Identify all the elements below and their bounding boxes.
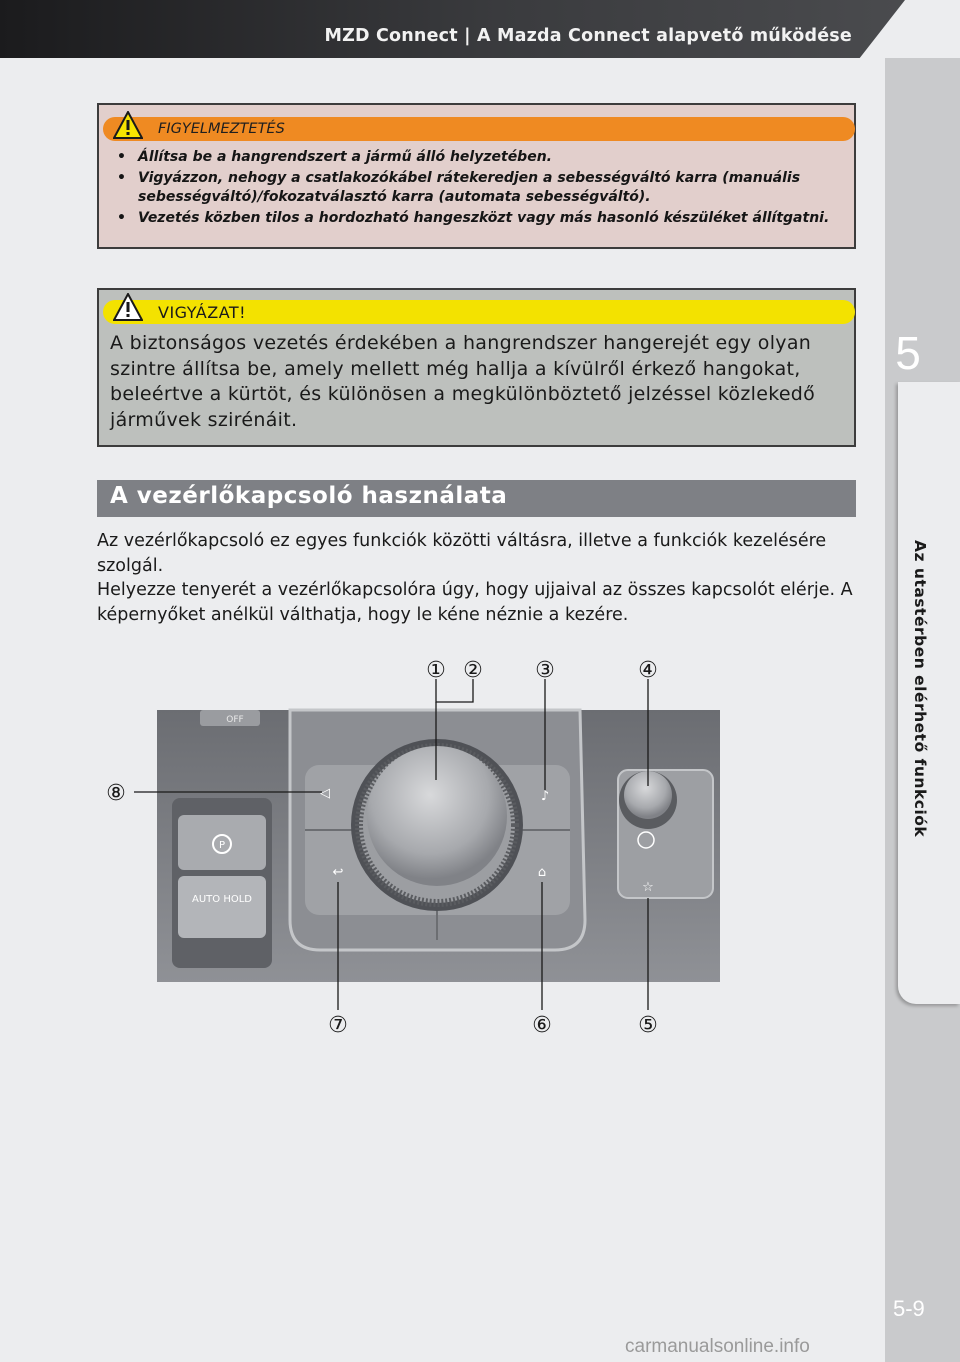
chapter-number: 5 xyxy=(895,327,921,379)
home-icon: ⌂ xyxy=(537,865,547,880)
warning-title: FIGYELMEZTETÉS xyxy=(158,121,285,137)
off-label: OFF xyxy=(226,715,244,725)
caution-box xyxy=(97,288,856,447)
music-icon: ♪ xyxy=(540,789,550,804)
warning-box xyxy=(97,103,856,249)
warning-item: • Vezetés közben tilos a hordozható hangeszközt vagy más hasonló készüléket állítgatni. xyxy=(117,209,830,226)
navigation-icon: ◁ xyxy=(320,786,330,801)
auto-hold-button xyxy=(178,876,266,938)
warning-item: • Állítsa be a hangrendszert a jármű álló helyzetében. xyxy=(117,149,552,165)
chapter-label: Az utastérben elérhető funkciók xyxy=(911,540,929,838)
warning-list xyxy=(99,148,839,229)
caution-triangle-icon xyxy=(113,293,143,321)
callout-8: ⑧ xyxy=(106,781,126,806)
callout-1: ① xyxy=(426,658,446,683)
caution-text: A biztonságos vezetés érdekében a hangrendszer hangerejét egy olyan szintre állítsa be, amely mellett még hallja a kívülről érkező hangokat, beleértve a kürtöt, és különösen a megkülönböztető jelzéssel közlekedő járművek szirénáit. xyxy=(110,332,816,431)
callout-5: ⑤ xyxy=(638,1013,658,1038)
section-title: A vezérlőkapcsoló használata xyxy=(110,483,508,509)
callout-7: ⑦ xyxy=(328,1013,348,1038)
favorites-icon: ☆ xyxy=(642,880,654,895)
section-paragraph: Az vezérlőkapcsoló ez egyes funkciók közötti váltásra, illetve a funkciók kezelésére szolgál. xyxy=(97,531,827,576)
warning-triangle-icon xyxy=(113,111,143,139)
section-heading-bar xyxy=(97,480,856,517)
commander-knob[interactable] xyxy=(367,746,507,886)
header-title: MZD Connect | A Mazda Connect alapvető működése xyxy=(324,26,852,46)
auto-hold-label: AUTO HOLD xyxy=(192,894,252,905)
callout-4: ④ xyxy=(638,658,658,683)
callout-6: ⑥ xyxy=(532,1013,552,1038)
back-icon: ↩ xyxy=(332,865,344,880)
warning-item: • Vigyázzon, nehogy a csatlakozókábel rátekeredjen a sebességváltó karra (manuális sebességváltó)/fokozatválasztó karra (automata sebességváltó). xyxy=(117,169,801,205)
commander-switch-diagram xyxy=(90,640,790,1050)
watermark: carmanualsonline.info xyxy=(625,1336,810,1357)
callout-3: ③ xyxy=(535,658,555,683)
parking-brake-label: P xyxy=(218,840,226,851)
caution-title: VIGYÁZAT! xyxy=(158,303,247,322)
callout-2: ② xyxy=(463,658,483,683)
page-number: 5-9 xyxy=(893,1296,925,1321)
section-paragraph: Helyezze tenyerét a vezérlőkapcsolóra úgy, hogy ujjaival az összes kapcsolót elérje. A képernyőket anélkül válthatja, hogy le kéne néznie a kezére. xyxy=(97,580,853,625)
